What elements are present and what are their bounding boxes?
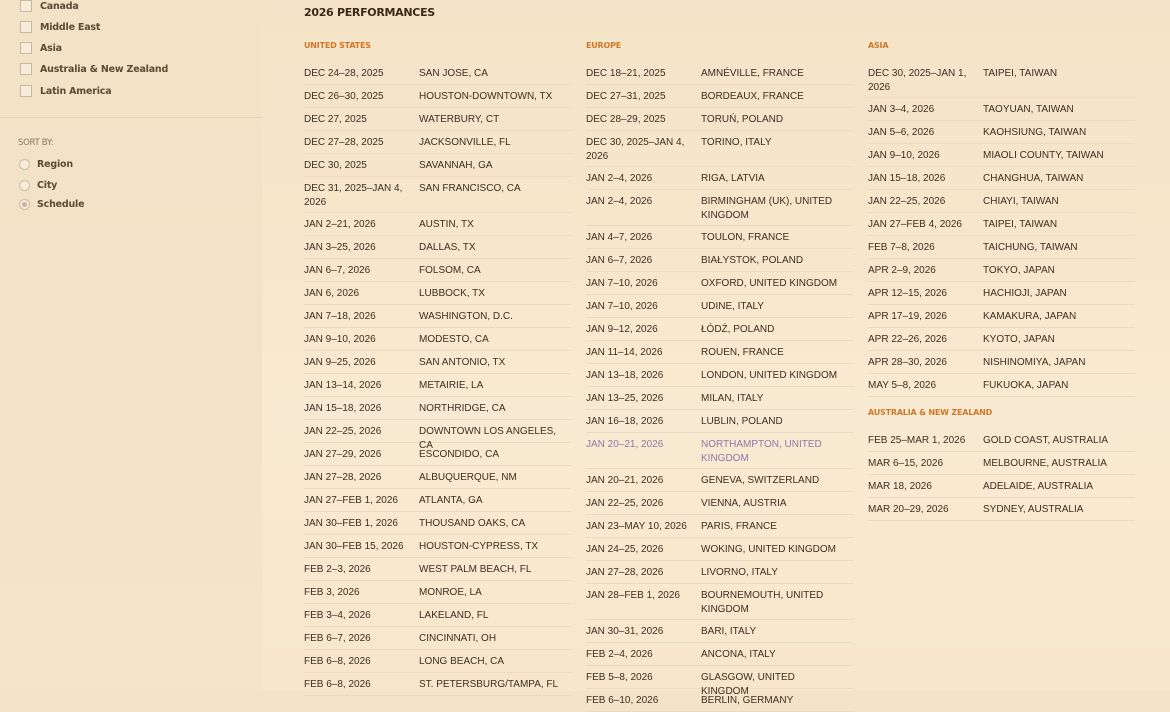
performance-date: JAN 20–21, 2026	[586, 439, 664, 450]
performance-row[interactable]	[868, 498, 1135, 521]
performance-date: JAN 22–25, 2026	[304, 426, 382, 437]
performance-row[interactable]	[304, 512, 571, 535]
performance-row[interactable]	[586, 620, 853, 643]
performance-date: JAN 30–FEB 15, 2026	[304, 541, 404, 552]
performance-city-link[interactable]: CINCINNATI, OH	[419, 633, 497, 644]
performance-date: DEC 31, 2025–JAN 4, 2026	[304, 183, 403, 208]
performance-city-link[interactable]: TORUŃ, POLAND	[701, 114, 784, 125]
performance-row[interactable]	[304, 236, 571, 259]
performance-row[interactable]	[586, 666, 853, 697]
performance-date: DEC 27–28, 2025	[304, 137, 384, 148]
performance-date: JAN 9–25, 2026	[304, 357, 376, 368]
performance-city-link[interactable]: DOWNTOWN LOS ANGELES, CA	[419, 426, 557, 451]
performance-date: JAN 6–7, 2026	[304, 265, 371, 276]
performance-city-link[interactable]: LIVORNO, ITALY	[701, 567, 778, 578]
performance-row[interactable]	[868, 351, 1135, 374]
performance-row[interactable]	[868, 98, 1135, 121]
performance-row[interactable]	[304, 420, 571, 451]
performance-city-link[interactable]: TAIPEI, TAIWAN	[983, 68, 1058, 79]
performance-city-link[interactable]: ROUEN, FRANCE	[701, 347, 784, 358]
performance-city-link[interactable]: BIRMINGHAM (UK), UNITED KINGDOM	[701, 196, 833, 221]
performance-row[interactable]	[304, 282, 571, 305]
performance-city-link[interactable]: ESCONDIDO, CA	[419, 449, 500, 460]
performance-row[interactable]	[586, 689, 853, 712]
sort-option-region[interactable]	[19, 157, 73, 171]
performance-date: JAN 7–18, 2026	[304, 311, 376, 322]
performance-city-link[interactable]: TAIPEI, TAIWAN	[983, 219, 1058, 230]
performance-row[interactable]	[586, 167, 853, 190]
performance-city-link[interactable]: MONROE, LA	[419, 587, 482, 598]
performance-row[interactable]	[586, 538, 853, 561]
performance-city-link[interactable]: KAOHSIUNG, TAIWAN	[983, 127, 1087, 138]
performance-city-link[interactable]: GOLD COAST, AUSTRALIA	[983, 435, 1109, 446]
performance-city-link[interactable]: HOUSTON-CYPRESS, TX	[419, 541, 539, 552]
performance-city-link[interactable]: NORTHAMPTON, UNITED KINGDOM	[701, 439, 822, 464]
performance-city-link[interactable]: DALLAS, TX	[419, 242, 476, 253]
performance-row[interactable]	[304, 259, 571, 282]
performance-city-link[interactable]: WATERBURY, CT	[419, 114, 500, 125]
performance-row[interactable]	[304, 466, 571, 489]
performance-row[interactable]	[586, 515, 853, 538]
performance-city-link[interactable]: UDINE, ITALY	[701, 301, 764, 312]
radio-button[interactable]	[19, 159, 30, 170]
performance-row[interactable]	[586, 295, 853, 318]
performance-city-link[interactable]: BERLIN, GERMANY	[701, 695, 794, 706]
performance-city-link[interactable]: MIAOLI COUNTY, TAIWAN	[983, 150, 1104, 161]
checkbox[interactable]	[20, 63, 32, 75]
performance-date: JAN 7–10, 2026	[586, 278, 658, 289]
checkbox[interactable]	[20, 85, 32, 97]
performance-city-link[interactable]: VIENNA, AUSTRIA	[701, 498, 787, 509]
performance-city-link[interactable]: NORTHRIDGE, CA	[419, 403, 506, 414]
performance-city-link[interactable]: LUBBOCK, TX	[419, 288, 485, 299]
filter-middle-east[interactable]	[20, 19, 100, 35]
performance-city-link[interactable]: SAN FRANCISCO, CA	[419, 183, 521, 194]
performance-row[interactable]	[304, 62, 571, 85]
performance-row[interactable]	[304, 177, 571, 213]
performance-date: JAN 13–14, 2026	[304, 380, 382, 391]
performance-row[interactable]	[304, 535, 571, 558]
performance-row[interactable]	[304, 581, 571, 604]
performance-date: JAN 3–4, 2026	[868, 104, 935, 115]
performance-date: JAN 2–4, 2026	[586, 196, 653, 207]
page-title: 2026 PERFORMANCES	[304, 6, 435, 19]
performance-row[interactable]	[868, 144, 1135, 167]
performance-city-link[interactable]: SAN ANTONIO, TX	[419, 357, 506, 368]
performance-row[interactable]	[304, 650, 571, 673]
performance-date: MAY 5–8, 2026	[868, 380, 937, 391]
performance-date: JAN 9–10, 2026	[868, 150, 940, 161]
performance-city-link[interactable]: SYDNEY, AUSTRALIA	[983, 504, 1084, 515]
performance-city-link[interactable]: TOULON, FRANCE	[701, 232, 790, 243]
performance-city-link[interactable]: KAMAKURA, JAPAN	[983, 311, 1077, 322]
performance-date: JAN 9–12, 2026	[586, 324, 658, 335]
performance-date: DEC 24–28, 2025	[304, 68, 384, 79]
filter-asia[interactable]	[20, 40, 62, 56]
performance-date: JAN 27–28, 2026	[586, 567, 664, 578]
performance-date: DEC 26–30, 2025	[304, 91, 384, 102]
performance-date: FEB 2–4, 2026	[586, 649, 653, 660]
performance-date: JAN 27–29, 2026	[304, 449, 382, 460]
performance-date: JAN 7–10, 2026	[586, 301, 658, 312]
performance-date: JAN 6, 2026	[304, 288, 360, 299]
region-heading-united-states: UNITED STATES	[304, 41, 371, 50]
performance-city-link[interactable]: JACKSONVILLE, FL	[419, 137, 511, 148]
performance-city-link[interactable]: ANCONA, ITALY	[701, 649, 776, 660]
performance-city-link[interactable]: ADELAIDE, AUSTRALIA	[983, 481, 1094, 492]
performance-date: JAN 20–21, 2026	[586, 475, 664, 486]
performance-row[interactable]	[304, 489, 571, 512]
sort-by-label: SORT BY:	[18, 138, 54, 148]
performance-city-link[interactable]: WEST PALM BEACH, FL	[419, 564, 532, 575]
performance-date: JAN 15–18, 2026	[868, 173, 946, 184]
performance-city-link[interactable]: MILAN, ITALY	[701, 393, 764, 404]
performance-date: JAN 22–25, 2026	[868, 196, 946, 207]
performance-row[interactable]	[868, 452, 1135, 475]
performance-city-link[interactable]: FOLSOM, CA	[419, 265, 481, 276]
filter-latin-america[interactable]	[20, 83, 111, 99]
performance-city-link[interactable]: LUBLIN, POLAND	[701, 416, 783, 427]
performance-city-link[interactable]: ŁÓDŹ, POLAND	[701, 324, 775, 335]
performance-date: JAN 9–10, 2026	[304, 334, 376, 345]
performance-row[interactable]	[868, 475, 1135, 498]
performance-row[interactable]	[586, 492, 853, 515]
performance-city-link[interactable]: HOUSTON-DOWNTOWN, TX	[419, 91, 553, 102]
performance-city-link[interactable]: FUKUOKA, JAPAN	[983, 380, 1069, 391]
region-heading-europe: EUROPE	[586, 41, 622, 50]
performance-row[interactable]	[868, 429, 1135, 452]
performance-city-link[interactable]: ST. PETERSBURG/TAMPA, FL	[419, 679, 559, 690]
performance-row[interactable]	[586, 387, 853, 410]
performance-date: FEB 7–8, 2026	[868, 242, 935, 253]
performance-date: JAN 23–MAY 10, 2026	[586, 521, 687, 532]
performance-city-link[interactable]: CHANGHUA, TAIWAN	[983, 173, 1084, 184]
sort-option-label: City	[37, 179, 58, 191]
performance-city-link[interactable]: WOKING, UNITED KINGDOM	[701, 544, 836, 555]
performance-date: DEC 28–29, 2025	[586, 114, 666, 125]
performance-city-link[interactable]: GLASGOW, UNITED KINGDOM	[701, 672, 795, 697]
performance-row[interactable]	[586, 341, 853, 364]
checkbox[interactable]	[20, 21, 32, 33]
performance-date: FEB 3, 2026	[304, 587, 360, 598]
performance-row[interactable]	[304, 443, 571, 466]
performance-date: DEC 30, 2025–JAN 4, 2026	[586, 137, 685, 162]
column-asia-australia	[868, 40, 1135, 521]
performance-city-link[interactable]: TOKYO, JAPAN	[983, 265, 1055, 276]
sidebar-divider	[0, 117, 262, 118]
performance-date: APR 22–26, 2026	[868, 334, 947, 345]
performance-date: JAN 11–14, 2026	[586, 347, 663, 358]
performance-city-link[interactable]: ALBUQUERQUE, NM	[419, 472, 517, 483]
performance-date: JAN 22–25, 2026	[586, 498, 664, 509]
radio-button[interactable]	[19, 180, 30, 191]
performance-row[interactable]	[586, 226, 853, 249]
performance-date: DEC 30, 2025	[304, 160, 367, 171]
performance-date: JAN 27–FEB 1, 2026	[304, 495, 398, 506]
performance-date: DEC 27, 2025	[304, 114, 367, 125]
performance-date: JAN 15–18, 2026	[304, 403, 382, 414]
performance-city-link[interactable]: AMNÉVILLE, FRANCE	[701, 68, 804, 79]
performance-row[interactable]	[586, 643, 853, 666]
performance-date: FEB 6–10, 2026	[586, 695, 659, 706]
performance-date: FEB 5–8, 2026	[586, 672, 653, 683]
performance-date: JAN 27–28, 2026	[304, 472, 382, 483]
performance-row[interactable]	[868, 328, 1135, 351]
performance-row[interactable]	[868, 213, 1135, 236]
performance-row[interactable]	[304, 85, 571, 108]
radio-button-selected[interactable]	[19, 199, 30, 210]
performance-date: JAN 30–FEB 1, 2026	[304, 518, 398, 529]
performance-row[interactable]	[304, 305, 571, 328]
performance-row[interactable]	[304, 374, 571, 397]
sort-option-schedule[interactable]	[19, 197, 84, 211]
performance-row[interactable]	[304, 108, 571, 131]
performance-city-link[interactable]: MELBOURNE, AUSTRALIA	[983, 458, 1107, 469]
filter-label: Asia	[40, 42, 62, 54]
performance-date: JAN 24–25, 2026	[586, 544, 664, 555]
performance-row[interactable]	[586, 190, 853, 226]
performance-row[interactable]	[304, 131, 571, 154]
performance-date: MAR 20–29, 2026	[868, 504, 949, 515]
performance-row[interactable]	[586, 410, 853, 433]
performance-row[interactable]	[868, 167, 1135, 190]
performance-row[interactable]	[586, 318, 853, 341]
performance-city-link[interactable]: LONDON, UNITED KINGDOM	[701, 370, 838, 381]
filter-label: Latin America	[40, 85, 112, 97]
performance-date: FEB 3–4, 2026	[304, 610, 371, 621]
performance-city-link[interactable]: HACHIOJI, JAPAN	[983, 288, 1067, 299]
performance-date: JAN 2–21, 2026	[304, 219, 376, 230]
performance-row[interactable]	[868, 374, 1135, 397]
performance-row[interactable]	[586, 561, 853, 584]
performance-date: MAR 18, 2026	[868, 481, 932, 492]
performance-date: FEB 6–7, 2026	[304, 633, 371, 644]
region-heading-asia: ASIA	[868, 41, 889, 50]
performance-date: FEB 2–3, 2026	[304, 564, 371, 575]
performance-date: JAN 30–31, 2026	[586, 626, 664, 637]
performance-date: JAN 6–7, 2026	[586, 255, 653, 266]
performance-row[interactable]	[868, 190, 1135, 213]
performance-date: JAN 3–25, 2026	[304, 242, 376, 253]
performance-date: FEB 25–MAR 1, 2026	[868, 435, 966, 446]
checkbox[interactable]	[20, 42, 32, 54]
performance-city-link[interactable]: WASHINGTON, D.C.	[419, 311, 513, 322]
performance-city-link[interactable]: THOUSAND OAKS, CA	[419, 518, 526, 529]
performance-city-link[interactable]: BIAŁYSTOK, POLAND	[701, 255, 804, 266]
performance-city-link[interactable]: METAIRIE, LA	[419, 380, 484, 391]
filter-australia-nz[interactable]	[20, 61, 168, 77]
filter-label: Australia & New Zealand	[40, 63, 169, 75]
performance-row[interactable]	[586, 108, 853, 131]
performance-row[interactable]	[586, 249, 853, 272]
performance-row[interactable]	[304, 627, 571, 650]
performance-city-link[interactable]: GENEVA, SWITZERLAND	[701, 475, 820, 486]
performance-row[interactable]	[586, 85, 853, 108]
sort-option-city[interactable]	[19, 178, 57, 192]
performance-row[interactable]	[868, 62, 1135, 98]
filter-sidebar	[0, 0, 262, 691]
performance-city-link[interactable]: BORDEAUX, FRANCE	[701, 91, 804, 102]
performance-city-link[interactable]: RIGA, LATVIA	[701, 173, 765, 184]
sort-option-label: Region	[37, 158, 73, 170]
performance-date: JAN 4–7, 2026	[586, 232, 653, 243]
performance-row[interactable]	[304, 351, 571, 374]
performance-city-link[interactable]: SAVANNAH, GA	[419, 160, 493, 171]
performance-city-link[interactable]: AUSTIN, TX	[419, 219, 474, 230]
performance-row[interactable]	[868, 305, 1135, 328]
column-europe	[586, 40, 853, 712]
performance-city-link[interactable]: LONG BEACH, CA	[419, 656, 505, 667]
performance-row[interactable]	[586, 433, 853, 469]
performance-row[interactable]	[304, 604, 571, 627]
performance-city-link[interactable]: NISHINOMIYA, JAPAN	[983, 357, 1086, 368]
performance-date: DEC 27–31, 2025	[586, 91, 666, 102]
performance-date: JAN 13–18, 2026	[586, 370, 664, 381]
performance-row[interactable]	[586, 131, 853, 167]
performance-city-link[interactable]: CHIAYI, TAIWAN	[983, 196, 1059, 207]
performance-city-link[interactable]: TAOYUAN, TAIWAN	[983, 104, 1074, 115]
filter-label: Middle East	[40, 21, 101, 33]
performance-date: APR 2–9, 2026	[868, 265, 936, 276]
performance-city-link[interactable]: SAN JOSE, CA	[419, 68, 488, 79]
performance-date: APR 28–30, 2026	[868, 357, 947, 368]
performance-row[interactable]	[586, 62, 853, 85]
performance-row[interactable]	[868, 236, 1135, 259]
performance-date: DEC 18–21, 2025	[586, 68, 666, 79]
performance-city-link[interactable]: OXFORD, UNITED KINGDOM	[701, 278, 838, 289]
performance-city-link[interactable]: ATLANTA, GA	[419, 495, 483, 506]
performance-date: MAR 6–15, 2026	[868, 458, 944, 469]
performance-date: JAN 16–18, 2026	[586, 416, 664, 427]
checkbox[interactable]	[20, 0, 32, 12]
performance-city-link[interactable]: TORINO, ITALY	[701, 137, 772, 148]
performance-date: FEB 6–8, 2026	[304, 656, 371, 667]
performance-row[interactable]	[868, 282, 1135, 305]
performance-date: JAN 28–FEB 1, 2026	[586, 590, 680, 601]
performance-date: APR 17–19, 2026	[868, 311, 947, 322]
region-heading-australia-new-zealand: AUSTRALIA & NEW ZEALAND	[868, 408, 993, 417]
performance-row[interactable]	[304, 213, 571, 236]
performance-row[interactable]	[304, 397, 571, 420]
filter-canada[interactable]	[20, 0, 79, 14]
filter-label: Canada	[40, 0, 79, 12]
performance-row[interactable]	[586, 364, 853, 387]
performance-date: JAN 27–FEB 4, 2026	[868, 219, 962, 230]
performance-date: APR 12–15, 2026	[868, 288, 947, 299]
performance-date: JAN 13–25, 2026	[586, 393, 664, 404]
performance-row[interactable]	[868, 259, 1135, 282]
performance-date: JAN 5–6, 2026	[868, 127, 935, 138]
performance-row[interactable]	[868, 121, 1135, 144]
performance-row[interactable]	[586, 584, 853, 620]
performance-city-link[interactable]: BARI, ITALY	[701, 626, 757, 637]
sort-option-label: Schedule	[37, 198, 85, 210]
performance-date: DEC 30, 2025–JAN 1, 2026	[868, 68, 967, 93]
column-united-states	[304, 40, 571, 696]
performance-row[interactable]	[586, 469, 853, 492]
performance-city-link[interactable]: KYOTO, JAPAN	[983, 334, 1055, 345]
performance-city-link[interactable]: BOURNEMOUTH, UNITED KINGDOM	[701, 590, 824, 615]
performance-row[interactable]	[304, 154, 571, 177]
performance-city-link[interactable]: PARIS, FRANCE	[701, 521, 777, 532]
performance-row[interactable]	[304, 558, 571, 581]
performance-row[interactable]	[304, 673, 571, 696]
performance-city-link[interactable]: LAKELAND, FL	[419, 610, 489, 621]
performance-row[interactable]	[586, 272, 853, 295]
performance-row[interactable]	[304, 328, 571, 351]
performance-city-link[interactable]: TAICHUNG, TAIWAN	[983, 242, 1078, 253]
performance-city-link[interactable]: MODESTO, CA	[419, 334, 489, 345]
performance-date: FEB 6–8, 2026	[304, 679, 371, 690]
performance-date: JAN 2–4, 2026	[586, 173, 653, 184]
